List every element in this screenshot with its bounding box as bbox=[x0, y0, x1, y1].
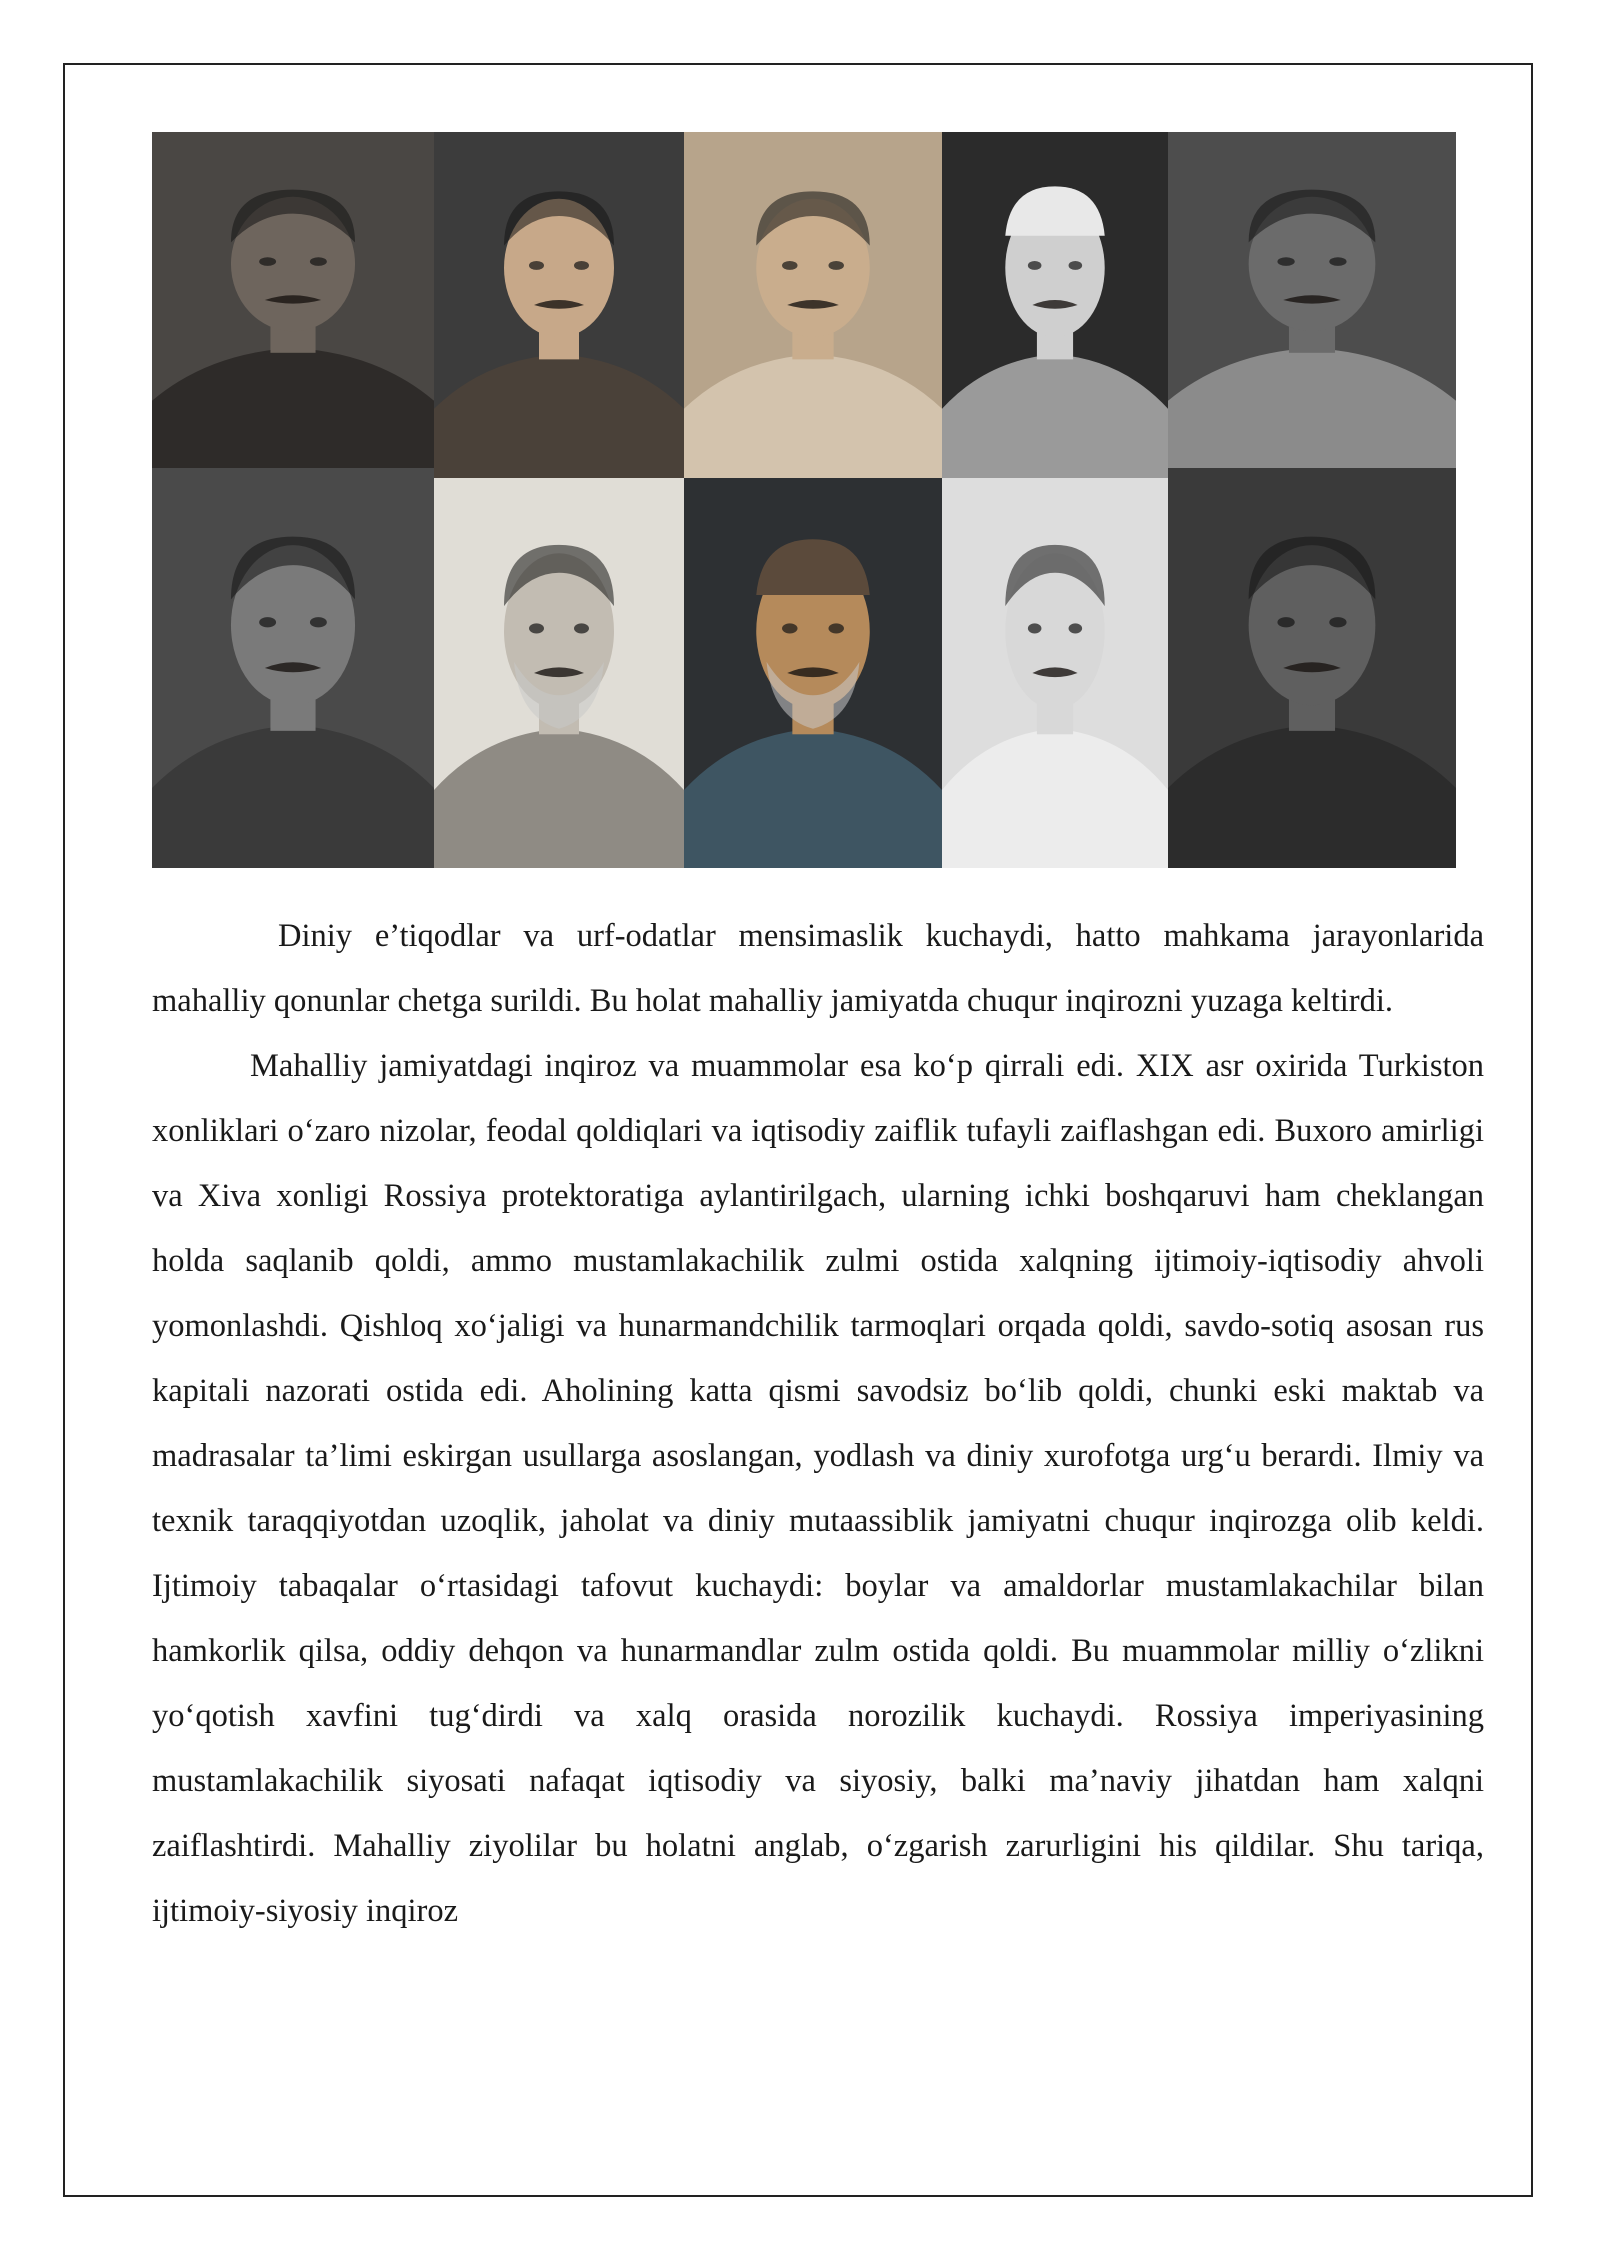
portrait-top-4 bbox=[942, 132, 1168, 478]
portrait-bottom-3 bbox=[684, 478, 942, 868]
document-body bbox=[152, 904, 1484, 1944]
portrait-bottom-1 bbox=[152, 468, 434, 868]
portrait-top-1 bbox=[152, 132, 434, 468]
portrait-top-5 bbox=[1168, 132, 1456, 468]
paragraph-2: Mahalliy jamiyatdagi inqiroz va muammolar esa ko‘p qirrali edi. XIX asr oxirida Turkiston xonliklari o‘zaro nizolar, feodal qoldiqlari va iqtisodiy zaiflik tufayli zaiflashgan edi. Buxoro amirligi va Xiva xonligi Rossiya protektoratiga aylantirilgach, ularning ichki boshqaruvi ham cheklangan holda saqlanib qoldi, ammo mustamlakachilik zulmi ostida xalqning ijtimoiy-iqtisodiy ahvoli yomonlashdi. Qishloq xo‘jaligi va hunarmandchilik tarmoqlari orqada qoldi, savdo-sotiq asosan rus kapitali nazorati ostida edi. Aholining katta qismi savodsiz bo‘lib qoldi, chunki eski maktab va madrasalar ta’limi eskirgan usullarga asoslangan, yodlash va diniy xurofotga urg‘u berardi. Ilmiy va texnik taraqqiyotdan uzoqlik, jaholat va diniy mutaassiblik jamiyatni chuqur inqirozga olib keldi. Ijtimoiy tabaqalar o‘rtasidagi tafovut kuchaydi: boylar va amaldorlar mustamlakachilar bilan hamkorlik qilsa, oddiy dehqon va hunarmandlar zulm ostida qoldi. Bu muammolar milliy o‘zlikni yo‘qotish xavfini tug‘dirdi va xalq orasida norozilik kuchaydi. Rossiya imperiyasining mustamlakachilik siyosati nafaqat iqtisodiy va siyosiy, balki ma’naviy jihatdan ham xalqni zaiflashtirdi. Mahalliy ziyolilar bu holatni anglab, o‘zgarish zarurligini his qildilar. Shu tariqa, ijtimoiy-siyosiy inqiroz bbox=[152, 1048, 1484, 1929]
portrait-top-2 bbox=[434, 132, 684, 478]
portrait-bottom-5 bbox=[1168, 468, 1456, 868]
portrait-collage-image bbox=[152, 132, 1456, 868]
portrait-bottom-4 bbox=[942, 478, 1168, 868]
portrait-bottom-2 bbox=[434, 478, 684, 868]
portrait-top-3 bbox=[684, 132, 942, 478]
paragraph-1: Diniy e’tiqodlar va urf-odatlar mensimaslik kuchaydi, hatto mahkama jarayonlarida mahalliy qonunlar chetga surildi. Bu holat mahalliy jamiyatda chuqur inqirozni yuzaga keltirdi. bbox=[152, 918, 1484, 1019]
